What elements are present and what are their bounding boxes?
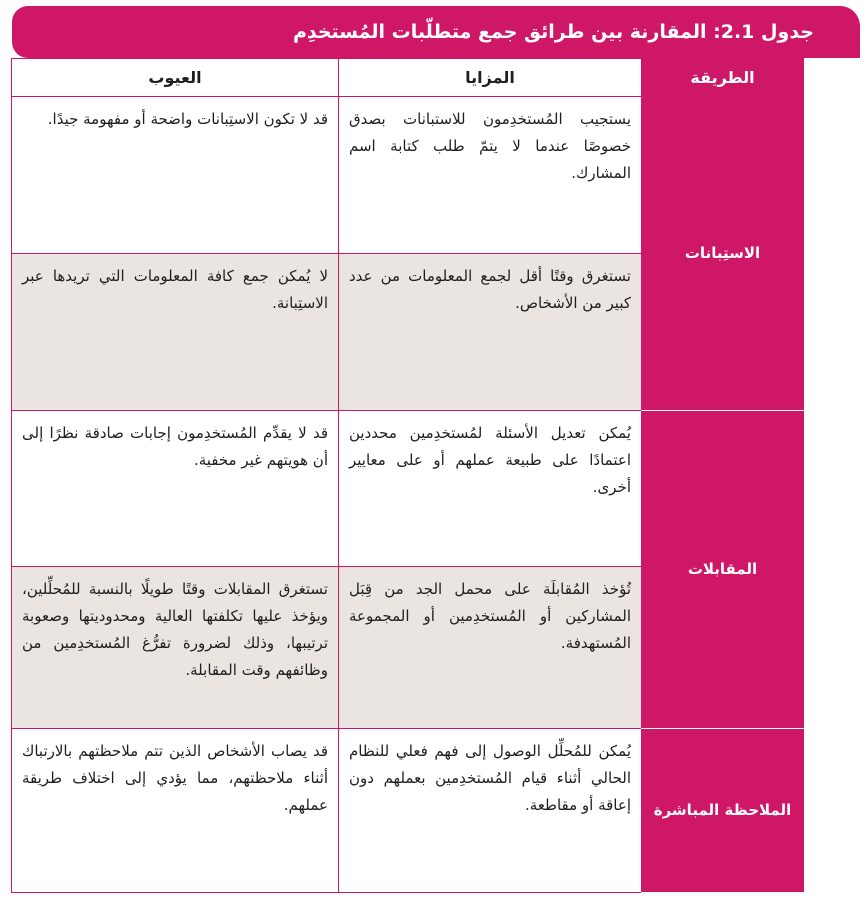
disadvantage-cell: قد لا يقدِّم المُستخدِمون إجابات صادقة نظرًا إلى أن هويتهم غير مخفية. xyxy=(12,411,339,567)
advantage-cell: يُمكن للمُحلِّل الوصول إلى فهم فعلي للنظام الحالي أثناء قيام المُستخدِمين بعملهم دون إعاقة أو مقاطعة. xyxy=(339,729,642,893)
advantage-cell: تستغرق وقتًا أقل لجمع المعلومات من عدد كبير من الأشخاص. xyxy=(339,254,642,411)
method-cell-direct-observation: الملاحظة المباشرة xyxy=(642,729,804,893)
method-cell-questionnaires: الاستِبانات xyxy=(642,97,804,411)
disadvantage-cell: تستغرق المقابلات وقتًا طويلًا بالنسبة للمُحلِّلين، ويؤخذ عليها تكلفتها العالية ومحدوديتها وصعوبة ترتيبها، وذلك لضرورة تفرُّغ المُستخدِمين من وظائفهم وقت المقابلة. xyxy=(12,567,339,729)
table-title: جدول 2.1: المقارنة بين طرائق جمع متطلّبات المُستخدِم xyxy=(12,6,860,58)
comparison-table-container xyxy=(12,58,804,893)
table-row xyxy=(12,97,804,254)
table-row xyxy=(12,729,804,893)
disadvantage-cell: قد لا تكون الاستِبانات واضحة أو مفهومة جيدًا. xyxy=(12,97,339,254)
header-advantages: المزايا xyxy=(339,59,642,97)
header-method: الطريقة xyxy=(642,59,804,97)
advantage-cell: يُمكن تعديل الأسئلة لمُستخدِمين محددين اعتمادًا على طبيعة عملهم أو على معايير أخرى. xyxy=(339,411,642,567)
table-header-row xyxy=(12,59,804,97)
advantage-cell: تُؤخذ المُقابلَة على محمل الجد من قِبَل المشاركين أو المُستخدِمين أو المجموعة المُستهدفة. xyxy=(339,567,642,729)
disadvantage-cell: قد يصاب الأشخاص الذين تتم ملاحظتهم بالارتباك أثناء ملاحظتهم، مما يؤدي إلى اختلاف طريقة عملهم. xyxy=(12,729,339,893)
comparison-table xyxy=(11,58,804,893)
method-cell-interviews: المقابلات xyxy=(642,411,804,729)
advantage-cell: يستجيب المُستخدِمون للاستبانات بصدق خصوصًا عندما لا يتمّ طلب كتابة اسم المشارك. xyxy=(339,97,642,254)
header-disadvantages: العيوب xyxy=(12,59,339,97)
table-row xyxy=(12,411,804,567)
disadvantage-cell: لا يُمكن جمع كافة المعلومات التي تريدها عبر الاستِبانة. xyxy=(12,254,339,411)
